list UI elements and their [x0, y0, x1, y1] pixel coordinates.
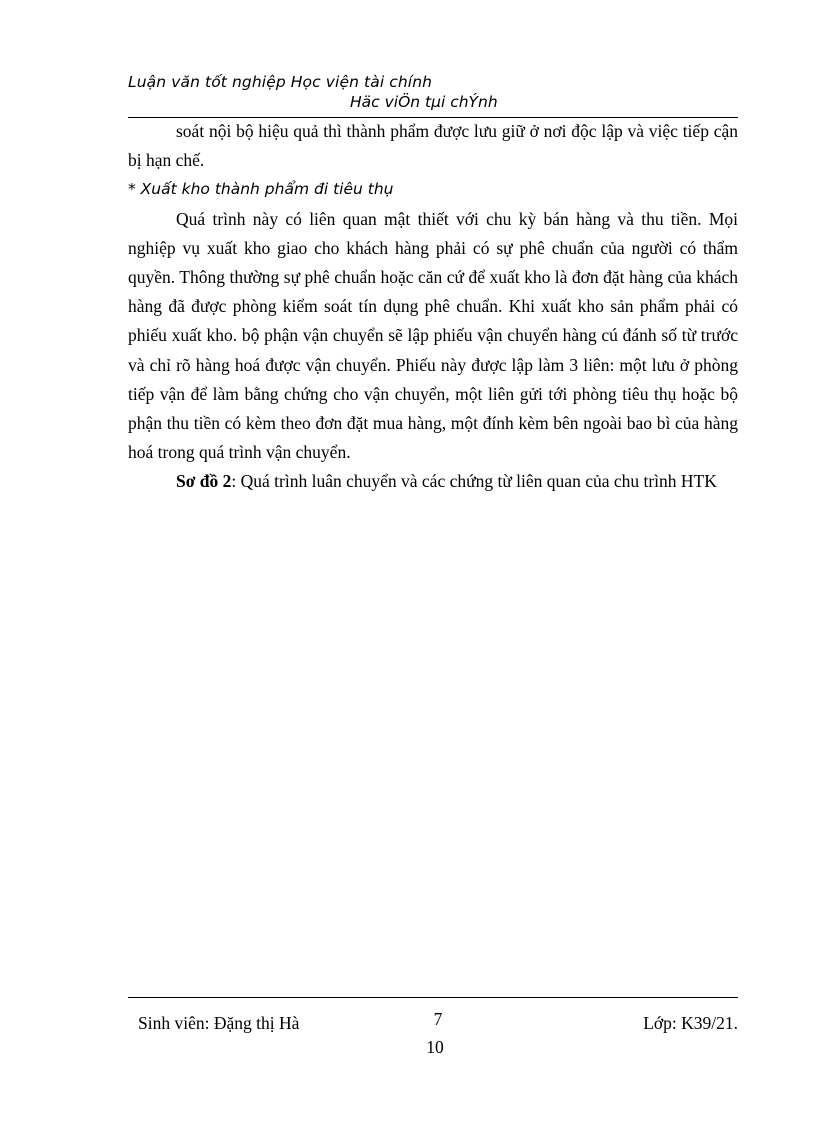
- page-number: 7: [433, 1009, 443, 1029]
- header-title: Luận văn tốt nghiệp Học viện tài chính: [128, 73, 433, 91]
- page-number-secondary: 10: [426, 1037, 444, 1057]
- diagram-caption-paragraph: [128, 467, 738, 496]
- paragraph-2: Quá trình này có liên quan mật thiết với chu kỳ bán hàng và thu tiền. Mọi nghiệp vụ xuất kho giao cho khách hàng phải có sự phê chuẩn của người có thẩm quyền. Thông thường sự phê chuẩn hoặc căn cứ để xuất kho là đơn đặt hàng của khách hàng đã được phòng kiểm soát tín dụng phê chuẩn. Khi xuất kho sản phẩm phải có phiếu xuất kho. bộ phận vận chuyển sẽ lập phiếu vận chuyển hàng cú đánh số từ trước và chỉ rõ hàng hoá được vận chuyển. Phiếu này được lập làm 3 liên: một lưu ở phòng tiếp vận để làm bằng chứng cho vận chuyển, một liên gửi tới phòng tiêu thụ hoặc bộ phận thu tiền có kèm theo đơn đặt mua hàng, một đính kèm bên ngoài bao bì của hàng hoá trong quá trình vận chuyển.: [128, 208, 738, 463]
- diagram-label: Sơ đồ 2: [176, 471, 232, 492]
- footer-class: Lớp: K39/21.: [643, 1013, 738, 1033]
- footer-student: Sinh viên: Đặng thị Hà: [138, 1013, 300, 1033]
- page-header: [128, 72, 738, 112]
- paragraph-1: soát nội bộ hiệu quả thì thành phẩm được lưu giữ ở nơi độc lập và việc tiếp cận bị hạn chế.: [128, 121, 738, 171]
- body-text: [128, 117, 738, 497]
- page-footer: [128, 1009, 738, 1063]
- header-title-legacy-encoding: Häc viÖn tµi chÝnh: [350, 93, 498, 111]
- footer-rule: [128, 997, 738, 998]
- diagram-caption: : Quá trình luân chuyển và các chứng từ liên quan của chu trình HTK: [231, 471, 717, 492]
- section-subheading: * Xuất kho thành phẩm đi tiêu thụ: [128, 180, 394, 199]
